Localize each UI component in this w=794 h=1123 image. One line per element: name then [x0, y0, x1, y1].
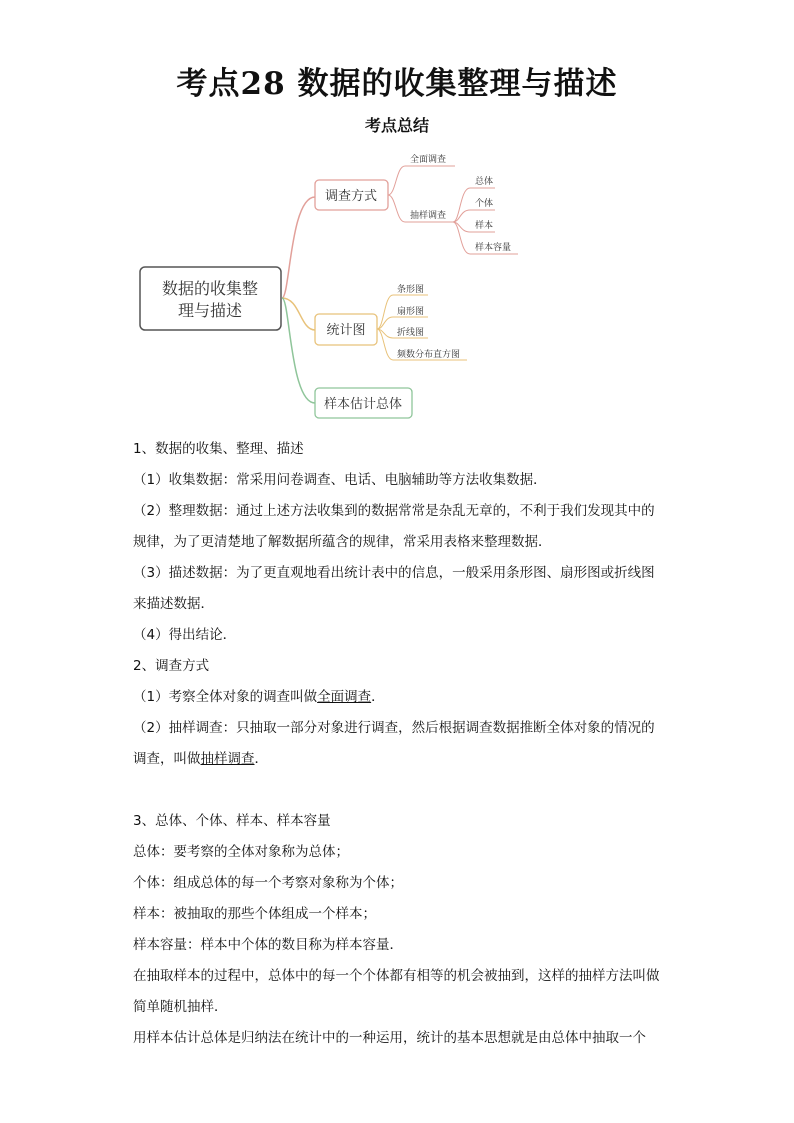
leaf-histogram: 频数分布直方图	[397, 350, 461, 360]
definition-sample: 样本：被抽取的那些个体组成一个样本；	[133, 906, 376, 922]
section1-collect: （1）收集数据：常采用问卷调查、电话、电脑辅助等方法收集数据．	[133, 472, 547, 488]
root-label-line2: 理与描述	[177, 301, 243, 320]
sample-survey-end: ．	[254, 751, 268, 767]
connector-root-branch1	[282, 197, 315, 298]
section1-describe: （3）描述数据：为了更直观地看出统计表中的信息，一般采用条形图、扇形图或折线图来描述数据．	[133, 565, 655, 612]
sample-survey-term: 抽样调查	[200, 751, 255, 767]
simple-random-sampling: 在抽取样本的过程中，总体中的每一个个体都有相等的机会被抽到，这样的抽样方法叫做简单随机抽样．	[133, 968, 660, 1015]
section2-full-survey	[133, 682, 665, 713]
leaf-line-chart: 折线图	[397, 328, 425, 338]
connector-root-branch3	[282, 298, 315, 403]
branch-survey-method-label: 调查方式	[324, 189, 378, 204]
section3-heading: 3、总体、个体、样本、样本容量	[133, 813, 331, 829]
definition-sample-size: 样本容量：样本中个体的数目称为样本容量．	[133, 937, 403, 953]
section2-heading: 2、调查方式	[133, 658, 210, 674]
mind-map	[0, 140, 794, 430]
connector-b1-full	[388, 166, 455, 195]
leaf-full-survey: 全面调查	[410, 155, 447, 165]
leaf-bar-chart: 条形图	[397, 285, 425, 295]
page-subtitle: 考点总结	[364, 116, 429, 135]
sample-estimate-paragraph: 用样本估计总体是归纳法在统计中的一种运用，统计的基本思想就是由总体中抽取一个	[133, 1030, 646, 1046]
full-survey-end: ．	[371, 689, 385, 705]
full-survey-text: （1）考察全体对象的调查叫做	[133, 689, 318, 705]
branch-sample-estimate-label: 样本估计总体	[323, 397, 403, 412]
leaf-sample-size: 样本容量	[475, 243, 512, 253]
definition-population: 总体：要考察的全体对象称为总体；	[133, 844, 349, 860]
branch-statistical-chart-label: 统计图	[326, 323, 366, 338]
full-survey-term: 全面调查	[317, 689, 372, 705]
leaf-pie-chart: 扇形图	[397, 307, 425, 317]
section1-conclusion: （4）得出结论．	[133, 627, 237, 643]
leaf-population: 总体	[475, 177, 494, 187]
definition-individual: 个体：组成总体的每一个考察对象称为个体；	[133, 875, 403, 891]
page-title: 考点28 数据的收集整理与描述	[176, 66, 618, 102]
sample-survey-text: （2）抽样调查：只抽取一部分对象进行调查，然后根据调查数据推断全体对象的情况的调查，叫做	[133, 720, 655, 767]
mindmap-root-node	[140, 267, 281, 330]
leaf-sample-survey: 抽样调查	[410, 211, 447, 221]
section1-organize: （2）整理数据：通过上述方法收集到的数据常常是杂乱无章的，不利于我们发现其中的规律，为了更清楚地了解数据所蕴含的规律，常采用表格来整理数据．	[133, 503, 655, 550]
section1-heading: 1、数据的收集、整理、描述	[133, 441, 304, 457]
root-label-line1: 数据的收集整	[161, 279, 259, 298]
section2-sample-survey	[133, 713, 665, 775]
content-body	[133, 434, 665, 1054]
leaf-individual: 个体	[475, 199, 494, 209]
leaf-sample: 样本	[475, 221, 494, 231]
